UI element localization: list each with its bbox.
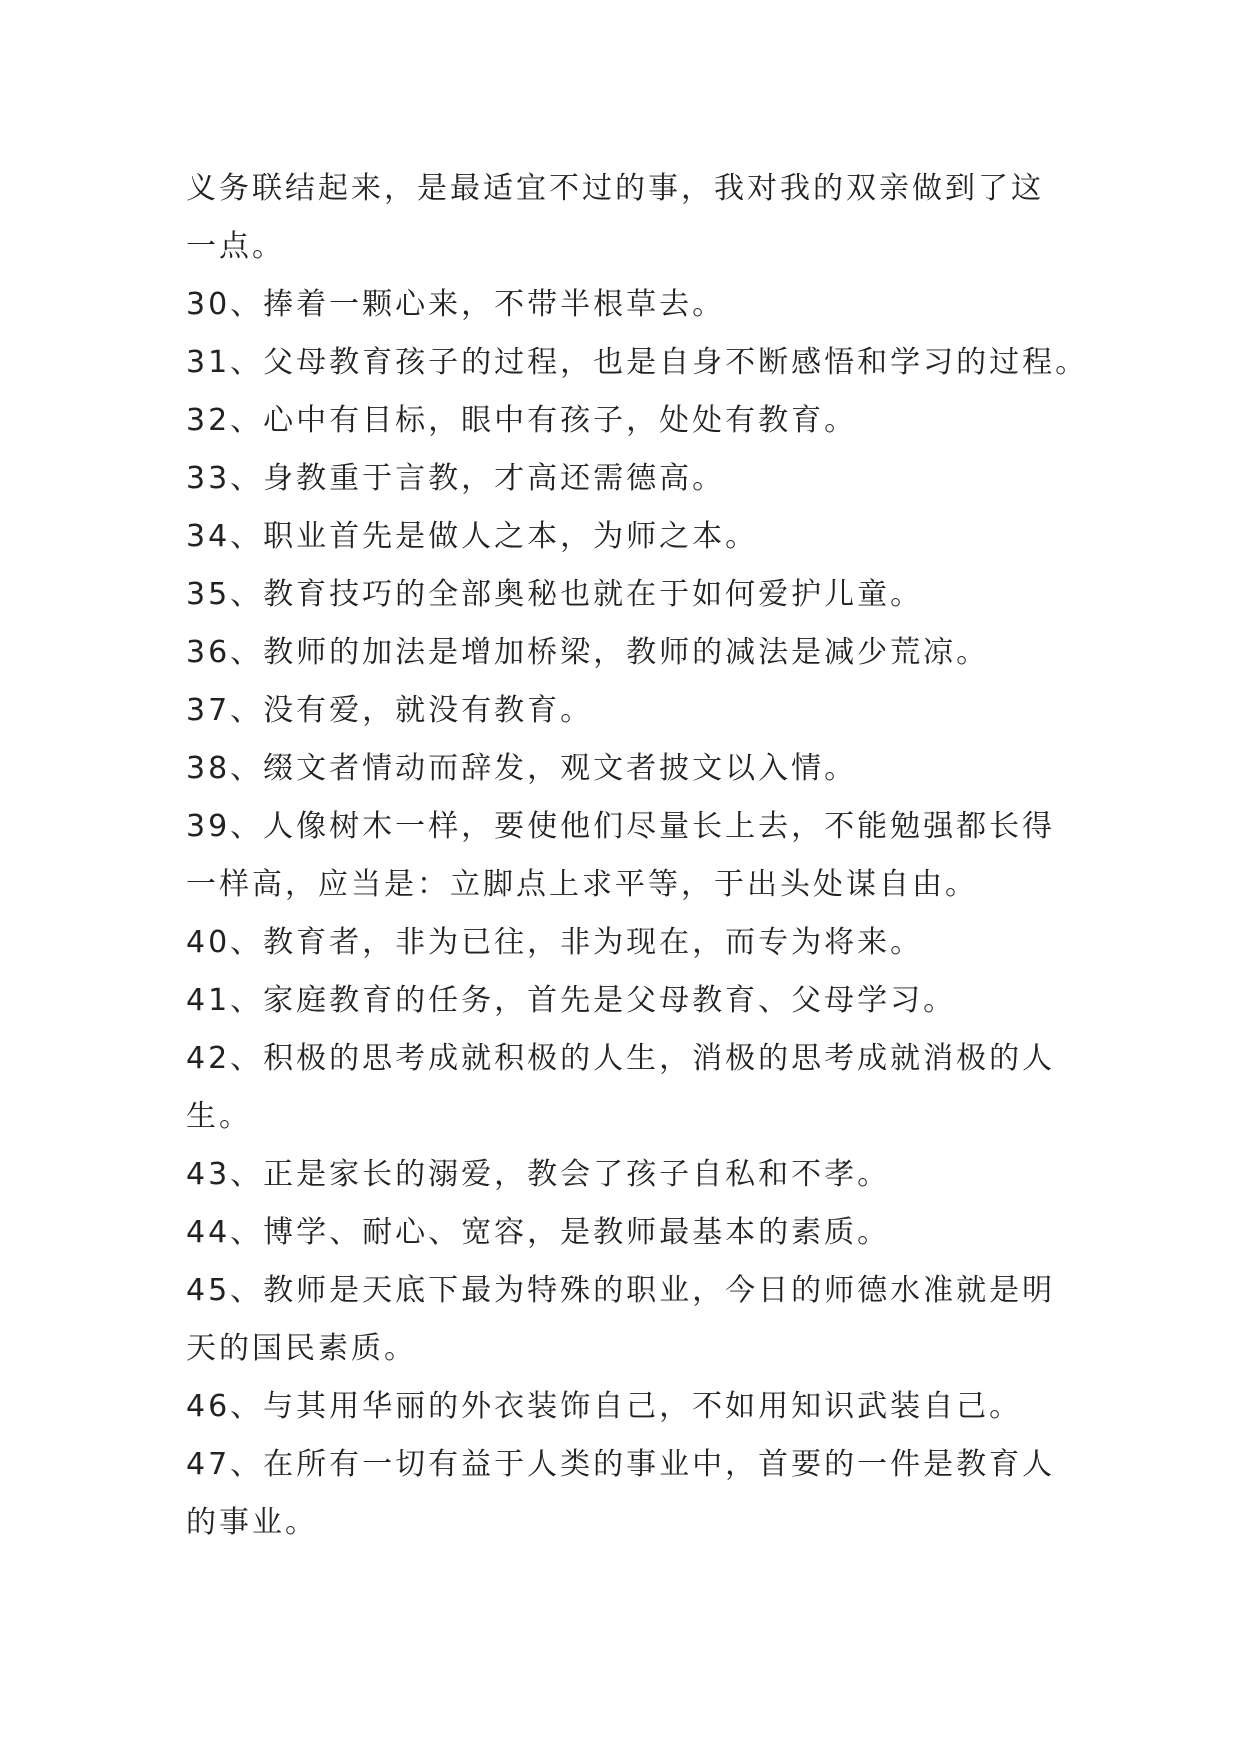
quote-39-cont: 一样高，应当是：立脚点上求平等，于出头处谋自由。 — [186, 867, 978, 902]
quote-38: 38、缀文者情动而辞发，观文者披文以入情。 — [186, 751, 858, 786]
quote-30: 30、捧着一颗心来，不带半根草去。 — [186, 287, 726, 322]
quote-35: 35、教育技巧的全部奥秘也就在于如何爱护儿童。 — [186, 577, 924, 612]
quote-42: 42、积极的思考成就积极的人生，消极的思考成就消极的人 — [186, 1041, 1056, 1076]
quote-32: 32、心中有目标，眼中有孩子，处处有教育。 — [186, 403, 858, 438]
quote-45: 45、教师是天底下最为特殊的职业，今日的师德水准就是明 — [186, 1273, 1056, 1308]
quote-47: 47、在所有一切有益于人类的事业中，首要的一件是教育人 — [186, 1447, 1056, 1482]
document-body — [186, 160, 1089, 1552]
quote-40: 40、教育者，非为已往，非为现在，而专为将来。 — [186, 925, 924, 960]
quote-36: 36、教师的加法是增加桥梁，教师的减法是减少荒凉。 — [186, 635, 990, 670]
quote-43: 43、正是家长的溺爱，教会了孩子自私和不孝。 — [186, 1157, 891, 1192]
text-line: 一点。 — [186, 229, 285, 264]
quote-44: 44、博学、耐心、宽容，是教师最基本的素质。 — [186, 1215, 891, 1250]
quote-33: 33、身教重于言教，才高还需德高。 — [186, 461, 726, 496]
quote-39: 39、人像树木一样，要使他们尽量长上去，不能勉强都长得 — [186, 809, 1056, 844]
text-line: 义务联结起来，是最适宜不过的事，我对我的双亲做到了这 — [186, 171, 1044, 206]
quote-34: 34、职业首先是做人之本，为师之本。 — [186, 519, 759, 554]
quote-46: 46、与其用华丽的外衣装饰自己，不如用知识武装自己。 — [186, 1389, 1023, 1424]
quote-42-cont: 生。 — [186, 1099, 252, 1134]
quote-45-cont: 天的国民素质。 — [186, 1331, 417, 1366]
quote-37: 37、没有爱，就没有教育。 — [186, 693, 594, 728]
quote-47-cont: 的事业。 — [186, 1505, 318, 1540]
quote-31: 31、父母教育孩子的过程，也是自身不断感悟和学习的过程。 — [186, 345, 1089, 380]
quote-41: 41、家庭教育的任务，首先是父母教育、父母学习。 — [186, 983, 957, 1018]
